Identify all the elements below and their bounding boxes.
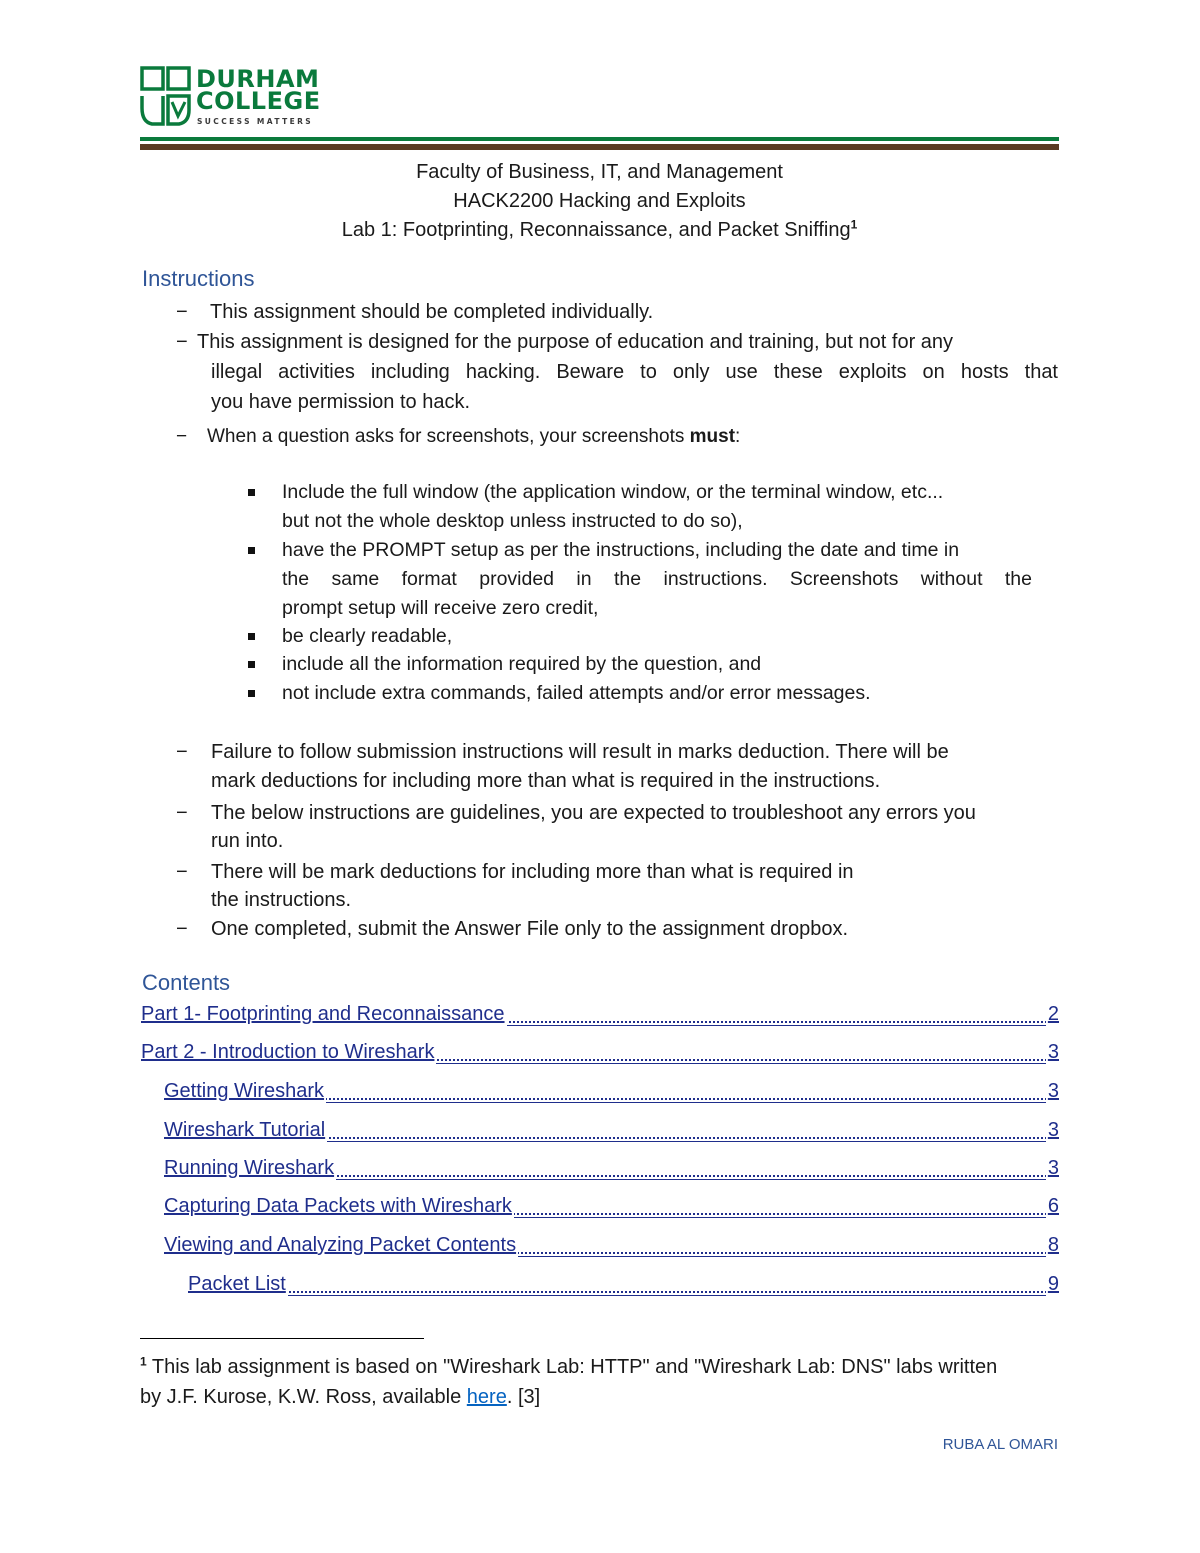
- bullet-square-icon: [248, 547, 255, 554]
- bullet-square-icon: [248, 489, 255, 496]
- instruction-item-7: − One completed, submit the Answer File only to the assignment dropbox.: [176, 914, 1066, 944]
- instruction-item-3: − When a question asks for screenshots, your screenshots must:: [176, 422, 1066, 452]
- course-line: HACK2200 Hacking and Exploits: [453, 190, 746, 212]
- dash-marker: −: [176, 301, 188, 323]
- bullet-square-icon: [248, 661, 255, 668]
- instruction-item-5: − The below instructions are guidelines, you are expected to troubleshoot any errors you run into.: [176, 798, 1066, 858]
- dash-marker: −: [176, 331, 188, 353]
- toc-entry-getting-wireshark[interactable]: Getting Wireshark 3: [164, 1080, 1059, 1102]
- footnote-ref: 1: [850, 217, 858, 232]
- contents-heading: Contents: [142, 970, 231, 995]
- bullet-item-2: have the PROMPT setup as per the instructions, including the date and time in the same format provided in the instructions. Screenshots without the prompt setup will receive zero credit,: [0, 536, 1100, 624]
- dash-marker: −: [176, 918, 188, 940]
- faculty-line: Faculty of Business, IT, and Management: [416, 161, 783, 183]
- toc-entry-packet-list[interactable]: Packet List 9: [188, 1273, 1059, 1295]
- logo-word-college: COLLEGE: [196, 87, 321, 115]
- footnote: $^1$ This lab assignment is based on "Wireshark Lab: HTTP" and "Wireshark Lab: DNS" labs written by J.F. Kurose, K.W. Ross, available here. [3]: [140, 1354, 998, 1408]
- durham-college-emblem-icon: [140, 66, 192, 126]
- toc-entry-running-wireshark[interactable]: Running Wireshark 3: [164, 1157, 1059, 1179]
- footnote-number: 1: [140, 1354, 147, 1369]
- bullet-item-4: include all the information required by the question, and: [0, 650, 1100, 680]
- instruction-item-1: − This assignment should be completed individually.: [176, 297, 1066, 327]
- instructions-heading: Instructions: [142, 266, 255, 291]
- footer-author: RUBA AL OMARI: [942, 1436, 1058, 1453]
- instruction-item-2: − This assignment is designed for the purpose of education and training, but not for any illegal activities including hacking. Beware to only use these exploits on hosts that you have permission to hack.: [176, 327, 1066, 419]
- toc-entry-part1[interactable]: Part 1- Footprinting and Reconnaissance 2: [141, 1003, 1059, 1025]
- dash-marker: −: [176, 802, 188, 824]
- lab-title: Lab 1: Footprinting, Reconnaissance, and Packet Sniffing$^1$: [341, 217, 858, 241]
- bullet-item-1: Include the full window (the application window, or the terminal window, etc... but not the whole desktop unless instructed to do so),: [0, 478, 1100, 538]
- toc-entry-viewing-packets[interactable]: Viewing and Analyzing Packet Contents 8: [164, 1234, 1059, 1256]
- bullet-square-icon: [248, 633, 255, 640]
- bullet-item-5: not include extra commands, failed attempts and/or error messages.: [0, 679, 1100, 709]
- document-header: [140, 158, 1059, 245]
- footnote-separator: [140, 1338, 424, 1339]
- dash-marker: −: [176, 426, 188, 447]
- instruction-item-6: − There will be mark deductions for including more than what is required in the instructions.: [176, 857, 1066, 917]
- instruction-item-4: − Failure to follow submission instructions will result in marks deduction. There will be mark deductions for including more than what is required in the instructions.: [176, 737, 1066, 797]
- dash-marker: −: [176, 741, 188, 763]
- toc-entry-capturing-packets[interactable]: Capturing Data Packets with Wireshark 6: [164, 1195, 1059, 1217]
- footnote-link-here[interactable]: here: [466, 1386, 507, 1408]
- header-rule-brown: [140, 144, 1059, 150]
- college-logo: [140, 66, 340, 130]
- logo-tagline: SUCCESS MATTERS: [197, 117, 314, 126]
- toc-entry-part2[interactable]: Part 2 - Introduction to Wireshark 3: [141, 1041, 1059, 1063]
- bullet-square-icon: [248, 690, 255, 697]
- toc-entry-wireshark-tutorial[interactable]: Wireshark Tutorial 3: [164, 1119, 1059, 1141]
- emphasis-must: must: [689, 426, 736, 447]
- dash-marker: −: [176, 861, 188, 883]
- logo-word-durham: DURHAM: [196, 65, 320, 93]
- bullet-item-3: be clearly readable,: [0, 622, 1100, 652]
